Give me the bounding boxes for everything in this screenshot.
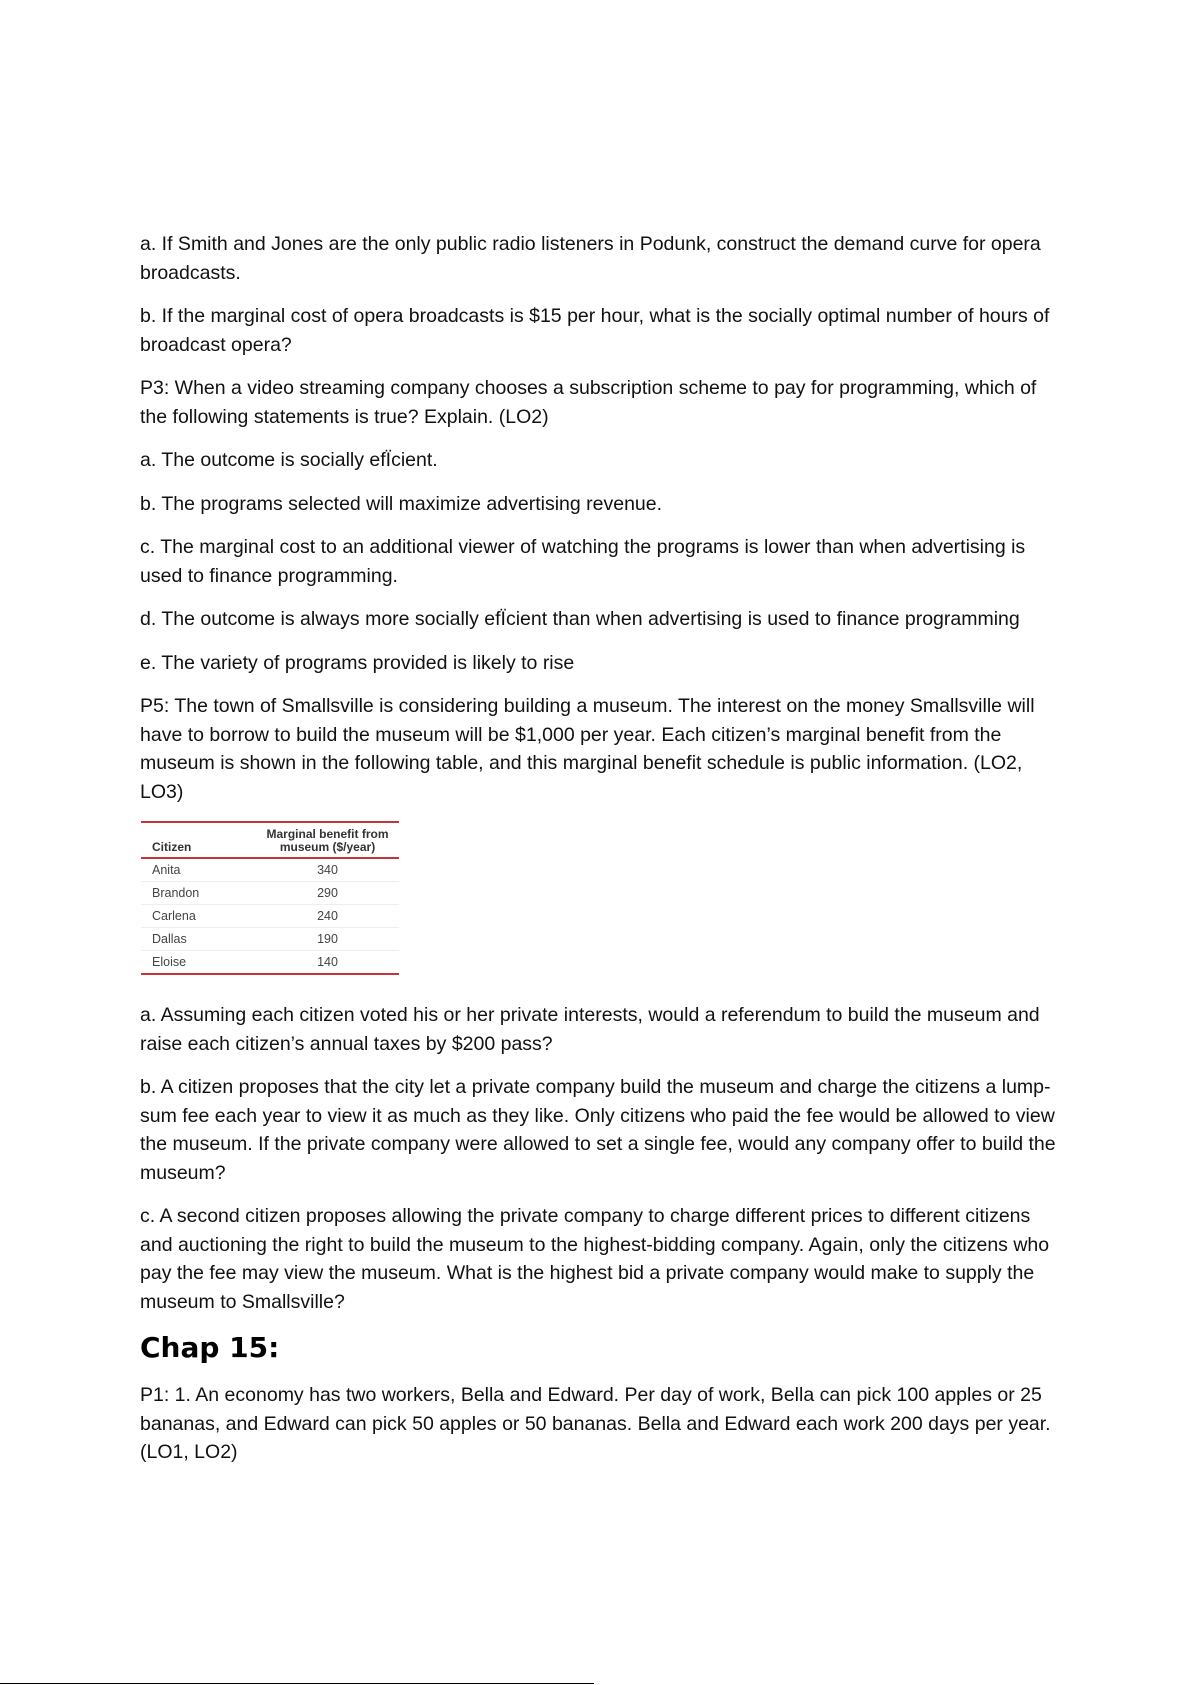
paragraph-p3-question: P3: When a video streaming company chooses a subscription scheme to pay for programming, which of the following statements is true? Explain. (LO2) bbox=[140, 377, 1037, 428]
citizen-name: Carlena bbox=[141, 905, 256, 928]
paragraph-p3-option-a: a. The outcome is socially efÏcient. bbox=[140, 449, 438, 471]
paragraph-p3-option-c: c. The marginal cost to an additional viewer of watching the programs is lower than when advertising is used to finance programming. bbox=[140, 536, 1026, 587]
paragraph-p5-part-b: b. A citizen proposes that the city let a private company build the museum and charge the citizens a lump-sum fee each year to view it as much as they like. Only citizens who paid the fee would be allowed to view the museum. If the private company were allowed to set a single fee, would any company offer to build the museum? bbox=[140, 1076, 1056, 1184]
chapter-heading: Chap 15: bbox=[140, 1331, 280, 1364]
citizen-name: Brandon bbox=[141, 882, 256, 905]
header-citizen: Citizen bbox=[141, 822, 256, 858]
citizen-name: Anita bbox=[141, 858, 256, 882]
table-row bbox=[141, 905, 399, 928]
table-row bbox=[141, 951, 399, 975]
paragraph-p5-part-a: a. Assuming each citizen voted his or her private interests, would a referendum to build the museum and raise each citizen’s annual taxes by $200 pass? bbox=[140, 1004, 1040, 1055]
paragraph-p5-question: P5: The town of Smallsville is considering building a museum. The interest on the money Smallsville will have to borrow to build the museum will be $1,000 per year. Each citizen’s marginal benefit from the museum is shown in the following table, and this marginal benefit schedule is public information. (LO2, LO3) bbox=[140, 695, 1035, 803]
citizen-benefit: 240 bbox=[256, 905, 399, 928]
paragraph-p3-option-d: d. The outcome is always more socially efÏcient than when advertising is used to finance programming bbox=[140, 608, 1020, 630]
table-row bbox=[141, 928, 399, 951]
paragraph-p5-part-c: c. A second citizen proposes allowing the private company to charge different prices to different citizens and auctioning the right to build the museum to the highest-bidding company. Again, only the citizens who pay the fee may view the museum. What is the highest bid a private company would make to supply the museum to Smallsville? bbox=[140, 1205, 1050, 1313]
table-row bbox=[141, 882, 399, 905]
citizen-name: Eloise bbox=[141, 951, 256, 975]
header-marginal-benefit bbox=[256, 822, 399, 858]
citizen-benefit: 140 bbox=[256, 951, 399, 975]
paragraph-opera-demand: a. If Smith and Jones are the only public radio listeners in Podunk, construct the demand curve for opera broadcasts. bbox=[140, 233, 1041, 284]
marginal-benefit-table-figure bbox=[141, 821, 399, 975]
table-header-row bbox=[141, 822, 399, 858]
document-body bbox=[140, 230, 1060, 1482]
table-row bbox=[141, 858, 399, 882]
paragraph-p3-option-b: b. The programs selected will maximize advertising revenue. bbox=[140, 492, 663, 515]
citizen-benefit: 190 bbox=[256, 928, 399, 951]
paragraph-chap15-p1: P1: 1. An economy has two workers, Bella and Edward. Per day of work, Bella can pick 100 apples or 25 bananas, and Edward can pick 50 apples or 50 bananas. Bella and Edward each work 200 days per year. (LO1, LO2) bbox=[140, 1384, 1051, 1463]
page-bottom-rule bbox=[0, 1683, 594, 1684]
paragraph-p3-option-e: e. The variety of programs provided is likely to rise bbox=[140, 651, 575, 674]
paragraph-opera-optimal: b. If the marginal cost of opera broadcasts is $15 per hour, what is the socially optimal number of hours of broadcast opera? bbox=[140, 305, 1050, 356]
citizen-benefit: 290 bbox=[256, 882, 399, 905]
citizen-name: Dallas bbox=[141, 928, 256, 951]
header-benefit-line1: Marginal benefit from bbox=[266, 827, 389, 841]
marginal-benefit-table bbox=[141, 821, 399, 975]
header-benefit-line2: museum ($/year) bbox=[279, 840, 376, 854]
citizen-benefit: 340 bbox=[256, 858, 399, 882]
